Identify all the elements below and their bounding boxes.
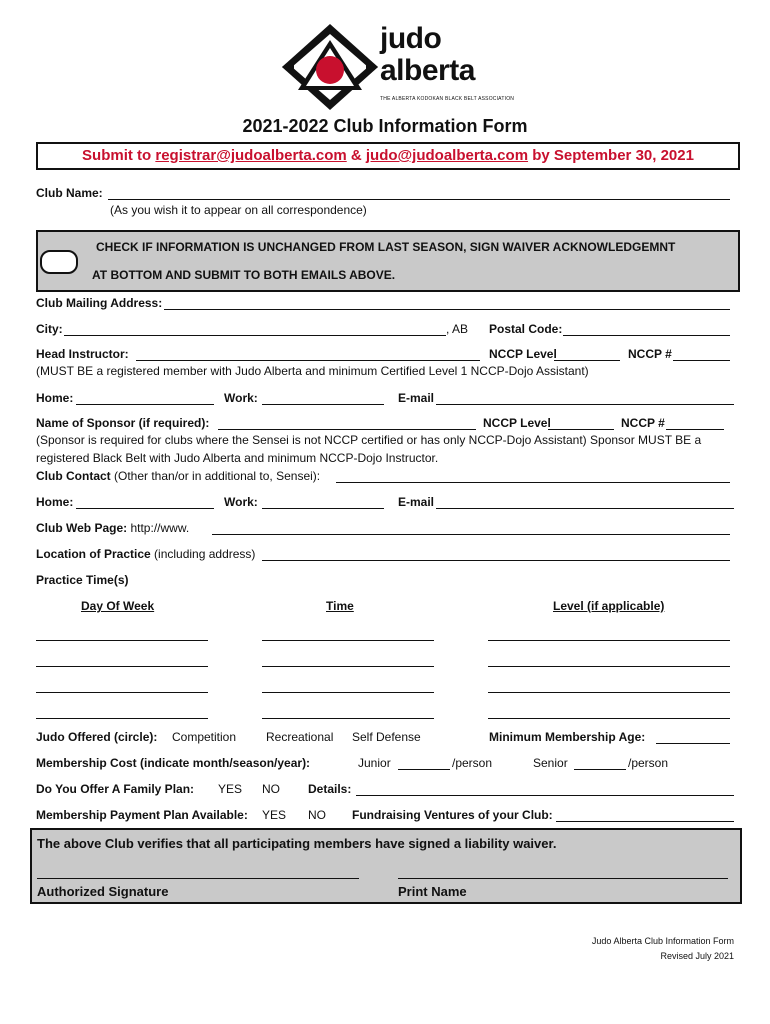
fundraising-field[interactable] (556, 821, 734, 822)
contact-work-phone-label: Work: (224, 495, 258, 509)
junior-cost-field[interactable] (398, 769, 450, 770)
home-phone-label: Home: (36, 391, 74, 405)
contact-home-phone-label: Home: (36, 495, 74, 509)
practice-level-field[interactable] (488, 692, 730, 693)
home-phone-field[interactable] (76, 404, 214, 405)
postal-code-field[interactable] (563, 335, 730, 336)
senior-per-person: /person (628, 756, 669, 770)
family-details-field[interactable] (356, 795, 734, 796)
sponsor-nccp-level-field[interactable] (548, 429, 614, 430)
option-recreational[interactable]: Recreational (266, 730, 334, 744)
mailing-address-field[interactable] (164, 309, 730, 310)
club-name-note: (As you wish it to appear on all correspondence) (110, 203, 367, 217)
footer-form-name: Judo Alberta Club Information Form (591, 936, 734, 946)
head-instructor-note: (MUST BE a registered member with Judo Alberta and minimum Certified Level 1 NCCP-Dojo Assistant) (36, 364, 589, 378)
postal-code-label: Postal Code: (489, 322, 563, 336)
head-instructor-field[interactable] (136, 360, 480, 361)
col-time: Time (326, 599, 354, 613)
junior-label: Junior (358, 756, 391, 770)
head-nccp-level-label: NCCP Level (489, 347, 557, 361)
club-contact-label: Club Contact (36, 469, 111, 483)
email-field[interactable] (436, 404, 734, 405)
practice-time-field[interactable] (262, 718, 434, 719)
sponsor-nccp-number-label: NCCP # (621, 416, 665, 430)
location-label-group (36, 547, 255, 561)
practice-times-label: Practice Time(s) (36, 573, 129, 587)
province-text: , AB (446, 322, 469, 336)
email-label: E-mail (398, 391, 435, 405)
practice-level-field[interactable] (488, 718, 730, 719)
practice-day-field[interactable] (36, 692, 208, 693)
club-contact-label-group (36, 469, 320, 483)
submit-suffix: by September 30, 2021 (528, 147, 694, 164)
col-day-of-week: Day Of Week (81, 599, 155, 613)
head-nccp-level-field[interactable] (554, 360, 620, 361)
web-page-label-group (36, 521, 189, 535)
practice-day-field[interactable] (36, 666, 208, 667)
work-phone-field[interactable] (262, 404, 384, 405)
web-page-field[interactable] (212, 534, 730, 535)
option-self-defense[interactable]: Self Defense (352, 730, 421, 744)
practice-time-field[interactable] (262, 666, 434, 667)
logo-tagline: THE ALBERTA KODOKAN BLACK BELT ASSOCIATION (380, 96, 515, 102)
sponsor-nccp-level-label: NCCP Level (483, 416, 551, 430)
club-contact-note: (Other than/or in additional to, Sensei): (110, 469, 321, 483)
print-name-field[interactable] (398, 878, 728, 879)
practice-day-field[interactable] (36, 718, 208, 719)
head-nccp-number-field[interactable] (673, 360, 730, 361)
family-details-label: Details: (308, 782, 352, 796)
mailing-address-label: Club Mailing Address: (36, 296, 163, 310)
unchanged-info-box (36, 230, 740, 292)
club-name-field[interactable] (108, 199, 730, 200)
print-name-label: Print Name (398, 884, 467, 899)
junior-per-person: /person (452, 756, 493, 770)
unchanged-checkbox[interactable] (40, 250, 78, 274)
sponsor-nccp-number-field[interactable] (666, 429, 724, 430)
payment-plan-yes[interactable]: YES (262, 808, 287, 822)
col-level: Level (if applicable) (553, 599, 665, 613)
family-plan-label: Do You Offer A Family Plan: (36, 782, 195, 796)
payment-plan-no[interactable]: NO (308, 808, 326, 822)
web-page-label: Club Web Page: (36, 521, 128, 535)
sponsor-name-label: Name of Sponsor (if required): (36, 416, 210, 430)
family-plan-yes[interactable]: YES (218, 782, 243, 796)
judo-email-link[interactable]: judo@judoalberta.com (365, 147, 529, 164)
contact-email-label: E-mail (398, 495, 435, 509)
submit-instructions-box (36, 142, 740, 170)
logo-text-alberta: alberta (380, 54, 475, 87)
contact-home-phone-field[interactable] (76, 508, 214, 509)
contact-email-field[interactable] (436, 508, 734, 509)
unchanged-text-line2: AT BOTTOM AND SUBMIT TO BOTH EMAILS ABOVE. (92, 268, 396, 282)
location-field[interactable] (262, 560, 730, 561)
authorized-signature-label: Authorized Signature (37, 884, 169, 899)
judo-alberta-logo (280, 22, 515, 112)
logo-emblem-icon (280, 22, 380, 112)
waiver-box (30, 828, 742, 904)
head-instructor-label: Head Instructor: (36, 347, 129, 361)
page-title: 2021-2022 Club Information Form (242, 116, 528, 136)
practice-time-field[interactable] (262, 692, 434, 693)
logo-text-judo: judo (380, 22, 442, 55)
submit-prefix: Submit to (82, 147, 156, 164)
practice-level-field[interactable] (488, 666, 730, 667)
footer-revised: Revised July 2021 (660, 951, 734, 961)
fundraising-label: Fundraising Ventures of your Club: (352, 808, 553, 822)
option-competition[interactable]: Competition (172, 730, 237, 744)
contact-work-phone-field[interactable] (262, 508, 384, 509)
location-note: (including address) (150, 547, 256, 561)
min-age-label: Minimum Membership Age: (489, 730, 646, 744)
sponsor-name-field[interactable] (218, 429, 476, 430)
unchanged-text-line1: CHECK IF INFORMATION IS UNCHANGED FROM LAST SEASON, SIGN WAIVER ACKNOWLEDGEMNT (96, 240, 676, 254)
sponsor-note-line1: (Sponsor is required for clubs where the Sensei is not NCCP certified or has only NCCP-Dojo Assistant) Sponsor MUST BE a (36, 433, 702, 447)
membership-cost-label: Membership Cost (indicate month/season/year): (36, 756, 311, 770)
registrar-email-link[interactable]: registrar@judoalberta.com (155, 147, 347, 164)
city-label: City: (36, 322, 63, 336)
sponsor-note-line2: registered Black Belt with Judo Alberta and minimum NCCP-Dojo Instructor. (36, 451, 439, 465)
senior-cost-field[interactable] (574, 769, 626, 770)
practice-level-field[interactable] (488, 640, 730, 641)
practice-time-field[interactable] (262, 640, 434, 641)
authorized-signature-field[interactable] (37, 878, 359, 879)
submit-joiner: & (346, 147, 366, 164)
location-label: Location of Practice (36, 547, 151, 561)
judo-offered-label: Judo Offered (circle): (36, 730, 158, 744)
family-plan-no[interactable]: NO (262, 782, 280, 796)
head-nccp-number-label: NCCP # (628, 347, 672, 361)
work-phone-label: Work: (224, 391, 258, 405)
payment-plan-label: Membership Payment Plan Available: (36, 808, 248, 822)
club-contact-field[interactable] (336, 482, 730, 483)
city-field[interactable] (64, 335, 446, 336)
waiver-statement: The above Club verifies that all participating members have signed a liability waiver. (37, 836, 557, 851)
min-age-field[interactable] (656, 743, 730, 744)
web-page-prefix: http://www. (130, 521, 190, 535)
club-name-label: Club Name: (36, 186, 103, 200)
practice-day-field[interactable] (36, 640, 208, 641)
senior-label: Senior (533, 756, 568, 770)
